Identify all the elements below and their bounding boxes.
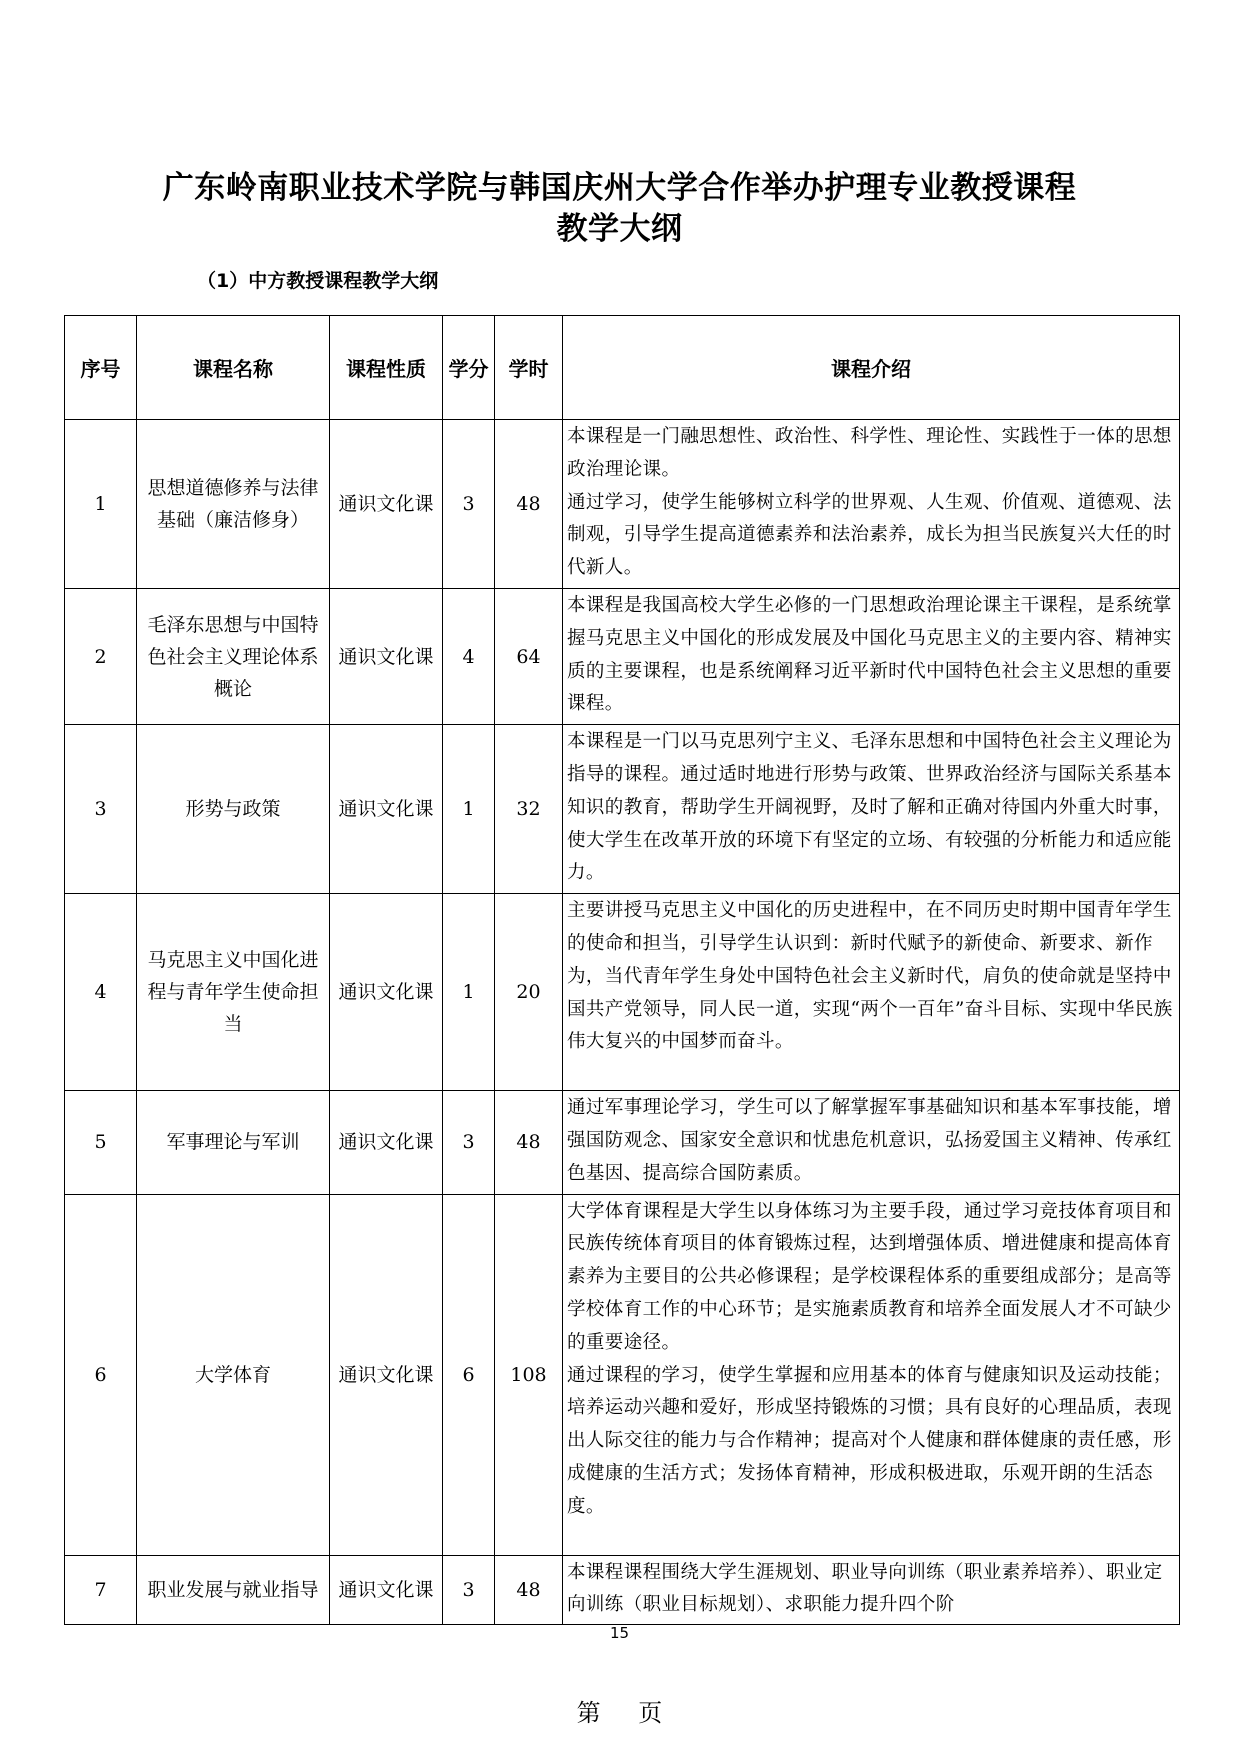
table-row (65, 1555, 1180, 1624)
header-type: 课程性质 (330, 316, 443, 420)
table-row (65, 725, 1180, 894)
header-intro: 课程介绍 (563, 316, 1180, 420)
course-intro-paragraph: 主要讲授马克思主义中国化的历史进程中，在不同历史时期中国青年学生的使命和担当，引导学生认识到：新时代赋予的新使命、新要求、新作为，当代青年学生身处中国特色社会主义新时代，肩负的使命就是坚持中国共产党领导，同人民一道，实现“两个一百年”奋斗目标、实现中华民族伟大复兴的中国梦而奋斗。 (567, 900, 1173, 1053)
course-intro (563, 894, 1180, 1091)
course-type: 通识文化课 (330, 1194, 443, 1555)
table-row (65, 1091, 1180, 1194)
document-title-line2: 教学大纲 (556, 211, 683, 247)
course-intro-paragraph: 本课程是一门融思想性、政治性、科学性、理论性、实践性于一体的思想政治理论课。 (567, 426, 1172, 480)
course-intro (563, 588, 1180, 724)
course-hours: 32 (495, 725, 563, 894)
course-type: 通识文化课 (330, 1555, 443, 1624)
course-credits: 3 (443, 420, 495, 589)
course-type: 通识文化课 (330, 420, 443, 589)
course-credits: 3 (443, 1091, 495, 1194)
row-index: 6 (65, 1194, 137, 1555)
course-hours: 64 (495, 588, 563, 724)
course-name: 大学体育 (137, 1194, 330, 1555)
table-row (65, 1194, 1180, 1555)
row-index: 7 (65, 1555, 137, 1624)
table-header-row (65, 316, 1180, 420)
course-intro-paragraph: 本课程课程围绕大学生涯规划、职业导向训练（职业素养培养）、职业定向训练（职业目标规划）、求职能力提升四个阶 (567, 1561, 1163, 1616)
course-intro (563, 725, 1180, 894)
course-credits: 1 (443, 894, 495, 1091)
header-hours: 学时 (495, 316, 563, 420)
course-name: 军事理论与军训 (137, 1091, 330, 1194)
course-intro-paragraph: 通过学习，使学生能够树立科学的世界观、人生观、价值观、道德观、法制观，引导学生提高道德素养和法治素养，成长为担当民族复兴大任的时代新人。 (567, 491, 1172, 579)
course-name: 形势与政策 (137, 725, 330, 894)
section-title: （1）中方教授课程教学大纲 (197, 270, 439, 292)
document-title-line1: 广东岭南职业技术学院与韩国庆州大学合作举办护理专业教授课程 (162, 170, 1077, 206)
course-intro-clip (567, 1557, 1176, 1621)
course-intro-paragraph: 通过军事理论学习，学生可以了解掌握军事基础知识和基本军事技能，增强国防观念、国家安全意识和忧患危机意识，弘扬爱国主义精神、传承红色基因、提高综合国防素质。 (567, 1097, 1172, 1184)
course-intro-paragraph: 大学体育课程是大学生以身体练习为主要手段，通过学习竞技体育项目和民族传统体育项目的体育锻炼过程，达到增强体质、增进健康和提高体育素养为主要目的公共必修课程；是学校课程体系的重要组成部分；是高等学校体育工作的中心环节；是实施素质教育和培养全面发展人才不可缺少的重要途径。 (567, 1200, 1172, 1353)
course-type: 通识文化课 (330, 725, 443, 894)
course-intro (563, 1555, 1180, 1624)
course-hours: 48 (495, 1555, 563, 1624)
course-hours: 48 (495, 420, 563, 589)
header-index: 序号 (65, 316, 137, 420)
course-intro-paragraph: 通过课程的学习，使学生掌握和应用基本的体育与健康知识及运动技能；培养运动兴趣和爱好，形成坚持锻炼的习惯；具有良好的心理品质，表现出人际交往的能力与合作精神；提高对个人健康和群体健康的责任感，形成健康的生活方式；发扬体育精神，形成积极进取，乐观开朗的生活态度。 (567, 1364, 1172, 1517)
table-row (65, 588, 1180, 724)
row-index: 4 (65, 894, 137, 1091)
header-credits: 学分 (443, 316, 495, 420)
course-hours: 20 (495, 894, 563, 1091)
course-type: 通识文化课 (330, 1091, 443, 1194)
header-name: 课程名称 (137, 316, 330, 420)
page-footer: 第 页 (576, 1699, 663, 1727)
course-credits: 3 (443, 1555, 495, 1624)
course-intro-paragraph: 本课程是我国高校大学生必修的一门思想政治理论课主干课程，是系统掌握马克思主义中国化的形成发展及中国化马克思主义的主要内容、精神实质的主要课程，也是系统阐释习近平新时代中国特色社会主义思想的重要课程。 (567, 594, 1172, 715)
course-intro (563, 1194, 1180, 1555)
table-row (65, 420, 1180, 589)
course-credits: 4 (443, 588, 495, 724)
course-credits: 6 (443, 1194, 495, 1555)
course-hours: 48 (495, 1091, 563, 1194)
table-row (65, 894, 1180, 1091)
row-index: 3 (65, 725, 137, 894)
course-name: 职业发展与就业指导 (137, 1555, 330, 1624)
row-index: 5 (65, 1091, 137, 1194)
course-table (64, 315, 1180, 1625)
course-type: 通识文化课 (330, 894, 443, 1091)
page-number: 15 (609, 1624, 630, 1642)
course-intro (563, 1091, 1180, 1194)
row-index: 2 (65, 588, 137, 724)
course-name: 毛泽东思想与中国特色社会主义理论体系概论 (137, 588, 330, 724)
course-hours: 108 (495, 1194, 563, 1555)
course-name: 马克思主义中国化进程与青年学生使命担当 (137, 894, 330, 1091)
course-intro (563, 420, 1180, 589)
course-intro-paragraph: 本课程是一门以马克思列宁主义、毛泽东思想和中国特色社会主义理论为指导的课程。通过适时地进行形势与政策、世界政治经济与国际关系基本知识的教育，帮助学生开阔视野，及时了解和正确对待国内外重大时事，使大学生在改革开放的环境下有坚定的立场、有较强的分析能力和适应能力。 (567, 731, 1172, 884)
course-name: 思想道德修养与法律基础（廉洁修身） (137, 420, 330, 589)
course-type: 通识文化课 (330, 588, 443, 724)
row-index: 1 (65, 420, 137, 589)
course-credits: 1 (443, 725, 495, 894)
